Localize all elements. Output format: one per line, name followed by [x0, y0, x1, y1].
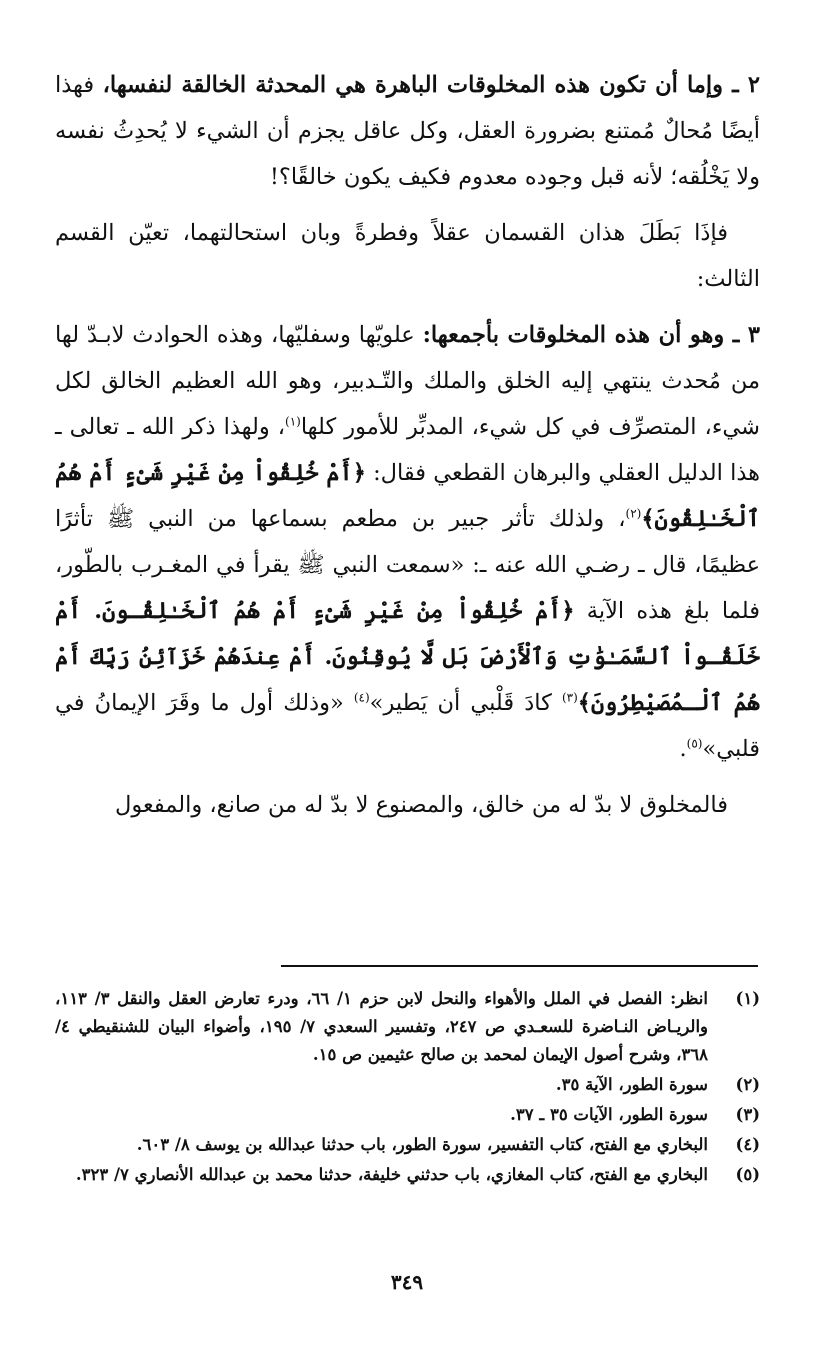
page-number: ٣٤٩: [390, 1270, 424, 1294]
footnote-1: [55, 985, 760, 1069]
paragraph-3: [55, 312, 760, 772]
footnote-ref-2[interactable]: (٢): [625, 506, 642, 521]
footnote-text: البخاري مع الفتح، كتاب التفسير، سورة الطور، باب حدثنا عبدالله بن يوسف ٨/ ٦٠٣.: [136, 1135, 708, 1154]
footnote-text: سورة الطور، الآيات ٣٥ ـ ٣٧.: [510, 1105, 708, 1124]
quran-verse-2: ﴿أَمْ خُلِقُواْ مِنْ غَيْرِ شَىْءٍ أَمْ هُمُ ٱلْخَـٰلِقُـونَ. أَمْ خَلَقُـواْ ٱلسَّمَـٰوَٰتِ وَٱلْأَرْضَ بَل لَّا يُوقِنُونَ. أَمْ عِندَهُمْ خَزَآئِنُ رَبِّكَ أَمْ هُمُ ٱلْـمُصَيْطِرُونَ﴾: [55, 598, 760, 716]
paragraph-3-text-5: «وذلك أول ما وقَرَ الإيمانُ في قلبي»: [55, 690, 760, 762]
paragraph-4-text: فالمخلوق لا بدّ له من خالق، والمصنوع لا بدّ له من صانع، والمفعول: [115, 792, 728, 818]
footnote-number: (١): [735, 989, 760, 1008]
footnote-number: (٢): [735, 1075, 760, 1094]
paragraph-3-text-4: كادَ قَلْبي أن يَطير»: [369, 690, 562, 716]
paragraph-1: [55, 62, 760, 200]
footnotes: [55, 985, 760, 1191]
paragraph-2: [55, 210, 760, 302]
footnote-ref-5[interactable]: (٥): [686, 736, 703, 751]
footnote-divider: [281, 965, 758, 967]
paragraph-4: [55, 782, 760, 828]
footnote-text: انظر: الفصل في الملل والأهواء والنحل لابن حزم ١/ ٦٦، ودرء تعارض العقل والنقل ٣/ ١١٣، والريـاض النـاضرة للسعـدي ص ٢٤٧، وتفسير السعدي ٧/ ١٩٥، وأضواء البيان للشنقيطي ٤/ ٣٦٨، وشرح أصول الإيمان لمحمد بن صالح عثيمين ص ١٥.: [55, 989, 708, 1064]
paragraph-3-text-2: ، ولهذا ذكر الله ـ تعالى ـ هذا الدليل العقلي والبرهان القطعي فقال:: [55, 414, 760, 486]
paragraph-3-text-6: .: [679, 736, 687, 762]
footnote-number: (٤): [735, 1135, 760, 1154]
main-text: [55, 62, 760, 838]
footnote-number: (٣): [735, 1105, 760, 1124]
footnote-number: (٥): [735, 1165, 760, 1184]
footnote-text: البخاري مع الفتح، كتاب المغازي، باب حدثني خليفة، حدثنا محمد بن عبدالله الأنصاري ٧/ ٣٢٣.: [75, 1165, 708, 1184]
quran-verse-1: ﴿أَمْ خُلِقُواْ مِنْ غَيْرِ شَىْءٍ أَمْ هُمُ ٱلْخَـٰلِقُونَ﴾: [55, 460, 760, 532]
footnote-4: [55, 1131, 760, 1159]
footnote-5: [55, 1161, 760, 1189]
paragraph-3-text-3: ، ولذلك تأثر جبير بن مطعم بسماعها من النبي ﷺ تأثرًا عظيمًا، قال ـ رضـي الله عنه ـ: «سمعت النبي ﷺ يقرأ في المغـرب بالطّور، فلما بلغ هذه الآية: [55, 506, 760, 624]
paragraph-1-lead: ٢ ـ وإما أن تكون هذه المخلوقات الباهرة هي المحدثة الخالقة لنفسها،: [102, 72, 761, 98]
footnote-ref-3[interactable]: (٣): [561, 690, 578, 705]
paragraph-2-text: فإذَا بَطَلَ هذان القسمان عقلاً وفطرةً وبان استحالتهما، تعيّن القسم الثالث:: [55, 220, 760, 292]
paragraph-3-text-1: علويّها وسفليّها، وهذه الحوادث لابـدّ لها من مُحدث ينتهي إليه الخلق والملك والتّـدبير، وهو الله العظيم الخالق لكل شيء، المتصرِّف في كل شيء، المدبِّر للأمور كلها: [55, 322, 761, 440]
footnote-ref-4[interactable]: (٤): [353, 690, 370, 705]
footnote-ref-1[interactable]: (١): [285, 414, 301, 429]
footnote-3: [55, 1101, 760, 1129]
paragraph-3-lead: ٣ ـ وهو أن هذه المخلوقات بأجمعها:: [422, 322, 761, 348]
footnote-text: سورة الطور، الآية ٣٥.: [555, 1075, 708, 1094]
footnote-2: [55, 1071, 760, 1099]
paragraph-1-text: فهذا أيضًا مُحالٌ مُمتنع بضرورة العقل، وكل عاقل يجزم أن الشيء لا يُحدِثُ نفسه ولا يَخْلُقه؛ لأنه قبل وجوده معدوم فكيف يكون خالقًا؟!: [55, 72, 760, 190]
